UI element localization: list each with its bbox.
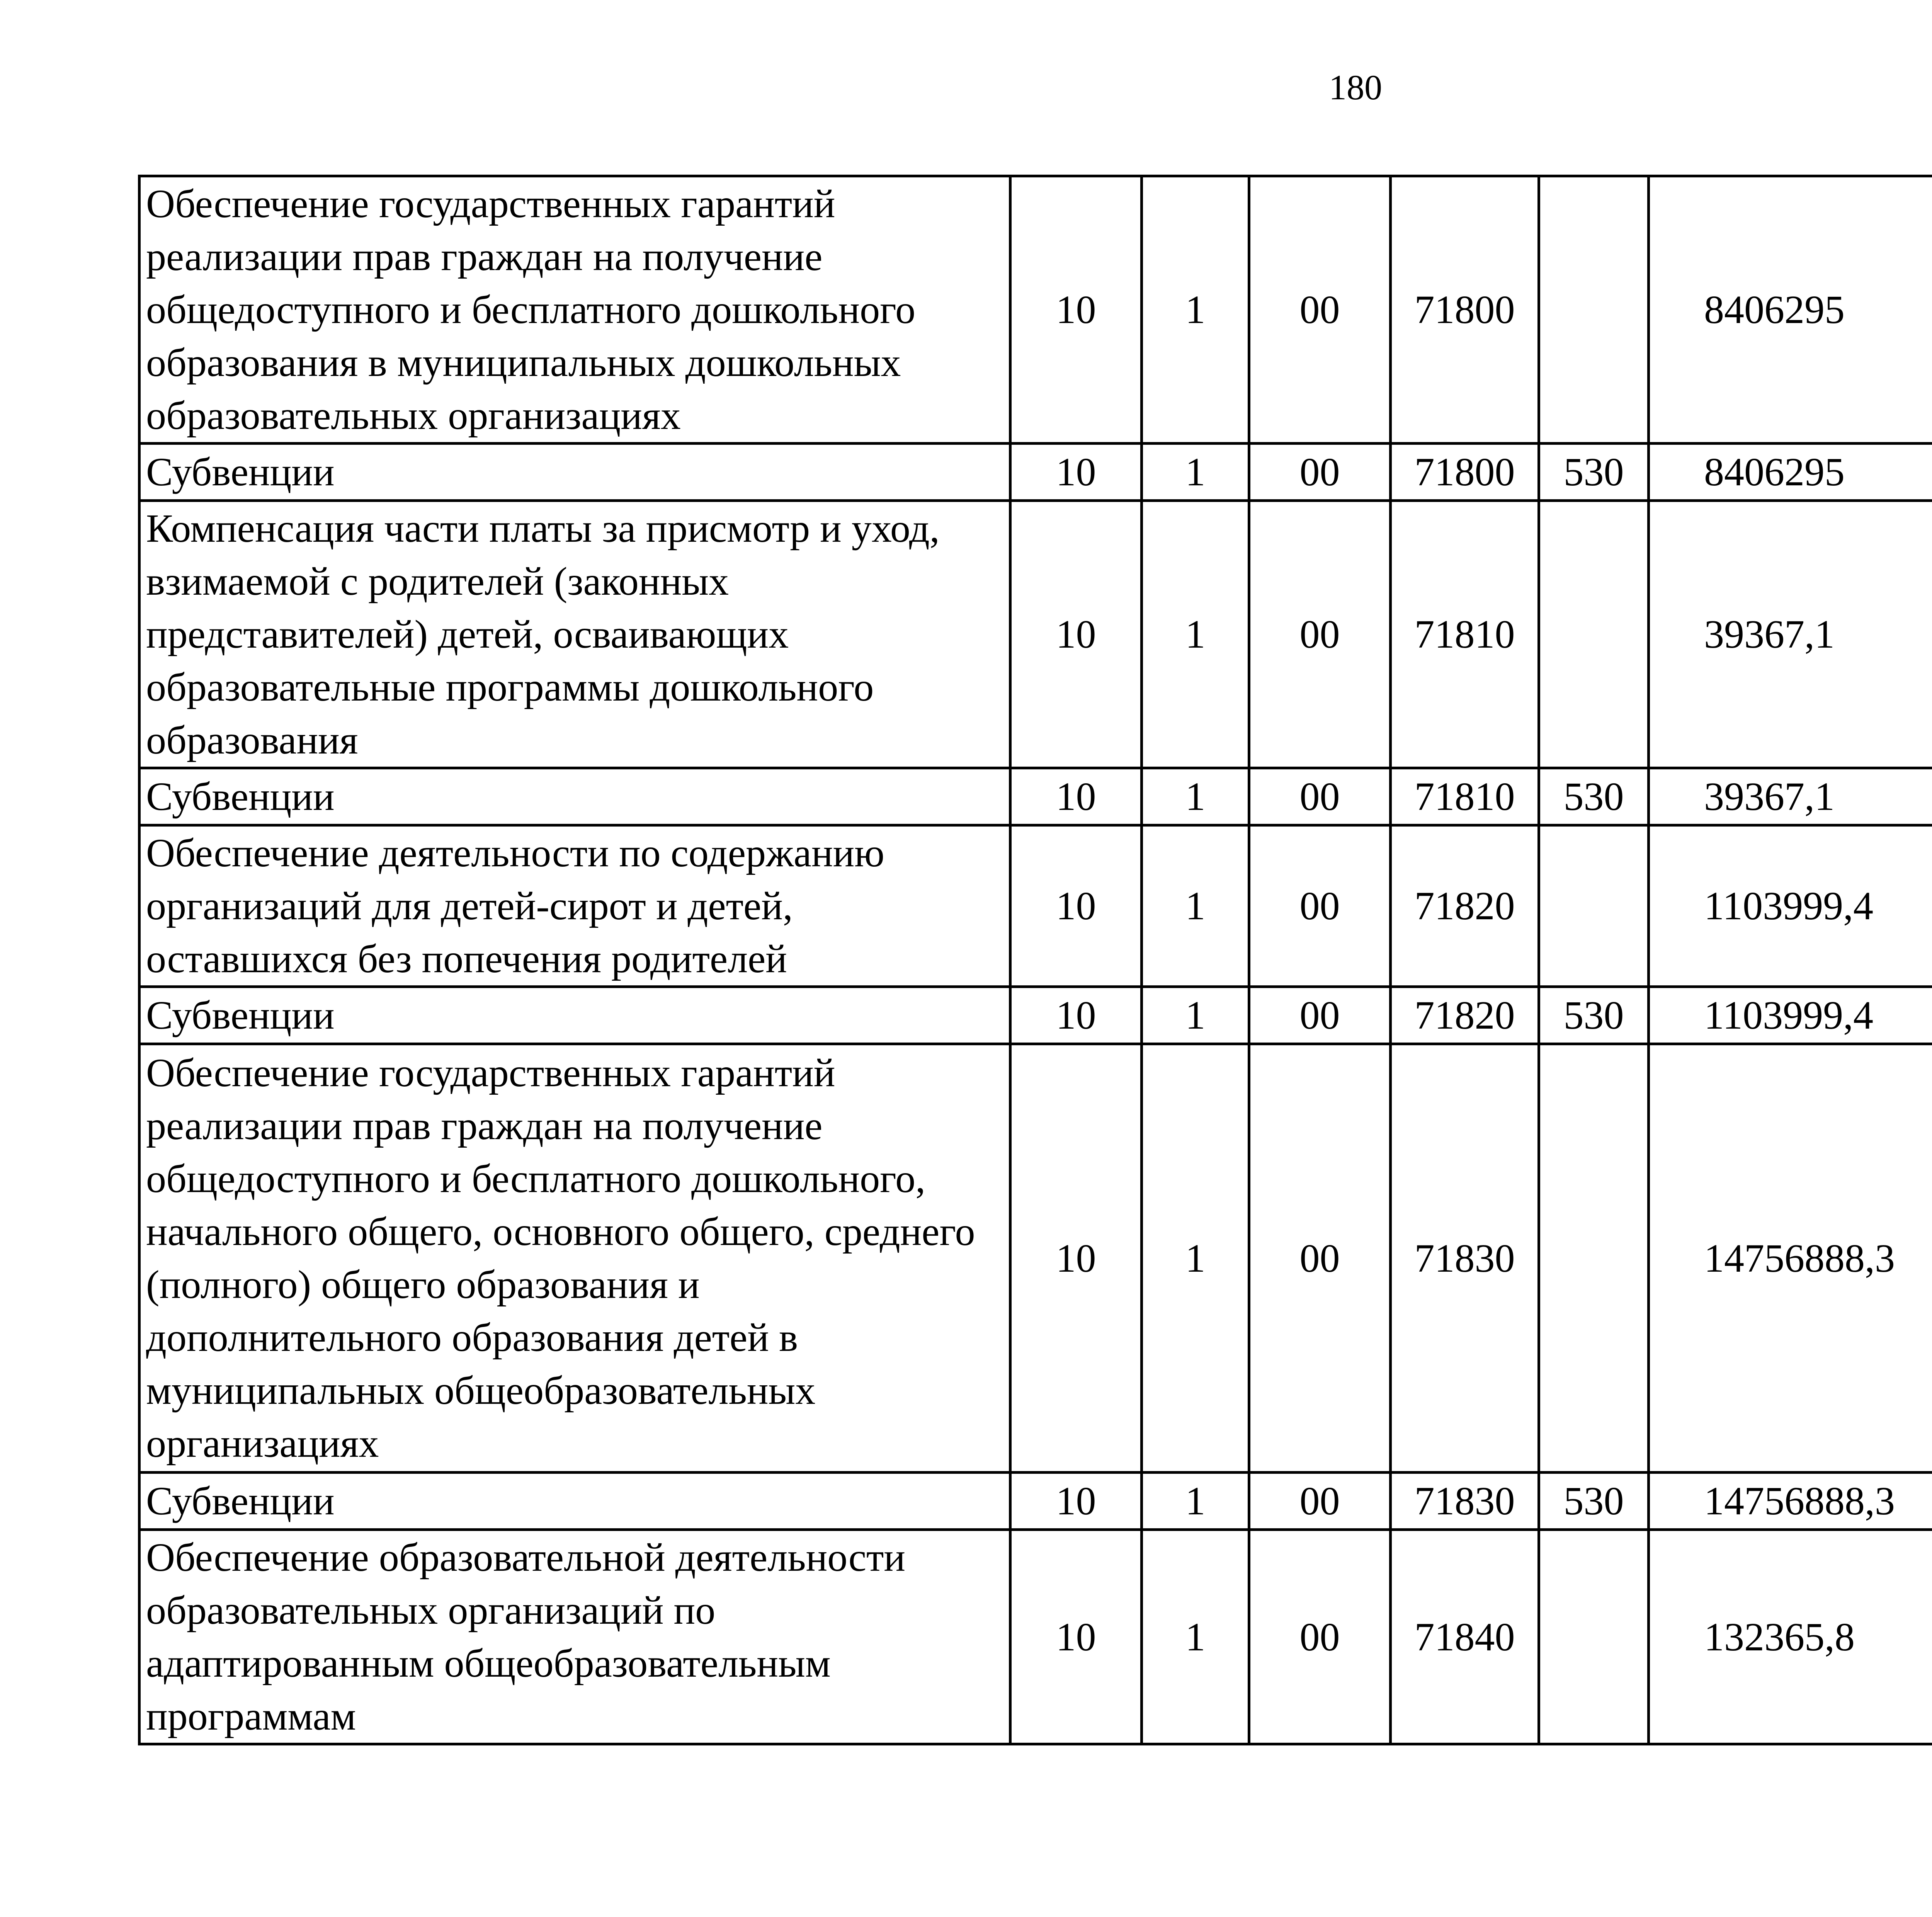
row-name: Субвенции — [139, 1473, 1010, 1530]
target-code: 71810 — [1391, 501, 1539, 768]
table-row — [139, 1044, 1932, 1473]
program-code: 00 — [1249, 825, 1391, 987]
expense-type-code — [1539, 1530, 1649, 1744]
subsection-code: 1 — [1142, 825, 1249, 987]
amount-year-1: 1103999,4 — [1649, 825, 1932, 987]
expense-type-code — [1539, 1044, 1649, 1473]
expense-type-code: 530 — [1539, 987, 1649, 1044]
target-code: 71830 — [1391, 1473, 1539, 1530]
table-row — [139, 1530, 1932, 1744]
section-code: 10 — [1010, 987, 1142, 1044]
row-name: Обеспечение государственных гарантий реализации прав граждан на получение общедоступного и бесплатного дошкольного, начального общего, основного общего, среднего (полного) общего образования и дополнительного образования детей в муниципальных общеобразовательных организациях — [139, 1044, 1010, 1473]
row-name: Субвенции — [139, 444, 1010, 501]
program-code: 00 — [1249, 176, 1391, 444]
table-row — [139, 444, 1932, 501]
table-row — [139, 987, 1932, 1044]
section-code: 10 — [1010, 825, 1142, 987]
table-row — [139, 1473, 1932, 1530]
amount-year-1: 39367,1 — [1649, 501, 1932, 768]
program-code: 00 — [1249, 1530, 1391, 1744]
subsection-code: 1 — [1142, 1473, 1249, 1530]
amount-year-1: 14756888,3 — [1649, 1473, 1932, 1530]
program-code: 00 — [1249, 768, 1391, 825]
amount-year-1: 8406295 — [1649, 444, 1932, 501]
amount-year-1: 39367,1 — [1649, 768, 1932, 825]
section-code: 10 — [1010, 176, 1142, 444]
target-code: 71800 — [1391, 444, 1539, 501]
section-code: 10 — [1010, 1044, 1142, 1473]
expense-type-code: 530 — [1539, 1473, 1649, 1530]
expense-type-code: 530 — [1539, 768, 1649, 825]
row-name: Обеспечение государственных гарантий реализации прав граждан на получение общедоступного и бесплатного дошкольного образования в муниципальных дошкольных образовательных организациях — [139, 176, 1010, 444]
program-code: 00 — [1249, 501, 1391, 768]
expense-type-code — [1539, 176, 1649, 444]
subsection-code: 1 — [1142, 1044, 1249, 1473]
budget-table — [138, 175, 1932, 1745]
section-code: 10 — [1010, 501, 1142, 768]
subsection-code: 1 — [1142, 444, 1249, 501]
program-code: 00 — [1249, 1473, 1391, 1530]
amount-year-1: 8406295 — [1649, 176, 1932, 444]
amount-year-1: 1103999,4 — [1649, 987, 1932, 1044]
table-row — [139, 176, 1932, 444]
row-name: Обеспечение образовательной деятельности образовательных организаций по адаптированным общеобразовательным программам — [139, 1530, 1010, 1744]
section-code: 10 — [1010, 768, 1142, 825]
row-name: Обеспечение деятельности по содержанию организаций для детей-сирот и детей, оставшихся без попечения родителей — [139, 825, 1010, 987]
expense-type-code — [1539, 501, 1649, 768]
target-code: 71810 — [1391, 768, 1539, 825]
page-number: 180 — [1329, 68, 1382, 107]
section-code: 10 — [1010, 1530, 1142, 1744]
amount-year-1: 132365,8 — [1649, 1530, 1932, 1744]
subsection-code: 1 — [1142, 176, 1249, 444]
amount-year-1: 14756888,3 — [1649, 1044, 1932, 1473]
expense-type-code — [1539, 825, 1649, 987]
table-row — [139, 825, 1932, 987]
subsection-code: 1 — [1142, 501, 1249, 768]
expense-type-code: 530 — [1539, 444, 1649, 501]
row-name: Субвенции — [139, 987, 1010, 1044]
target-code: 71830 — [1391, 1044, 1539, 1473]
target-code: 71820 — [1391, 987, 1539, 1044]
subsection-code: 1 — [1142, 987, 1249, 1044]
section-code: 10 — [1010, 1473, 1142, 1530]
subsection-code: 1 — [1142, 768, 1249, 825]
section-code: 10 — [1010, 444, 1142, 501]
row-name: Компенсация части платы за присмотр и уход, взимаемой с родителей (законных представителей) детей, осваивающих образовательные программы дошкольного образования — [139, 501, 1010, 768]
target-code: 71800 — [1391, 176, 1539, 444]
table-row — [139, 768, 1932, 825]
program-code: 00 — [1249, 987, 1391, 1044]
target-code: 71840 — [1391, 1530, 1539, 1744]
target-code: 71820 — [1391, 825, 1539, 987]
subsection-code: 1 — [1142, 1530, 1249, 1744]
program-code: 00 — [1249, 1044, 1391, 1473]
row-name: Субвенции — [139, 768, 1010, 825]
program-code: 00 — [1249, 444, 1391, 501]
table-row — [139, 501, 1932, 768]
